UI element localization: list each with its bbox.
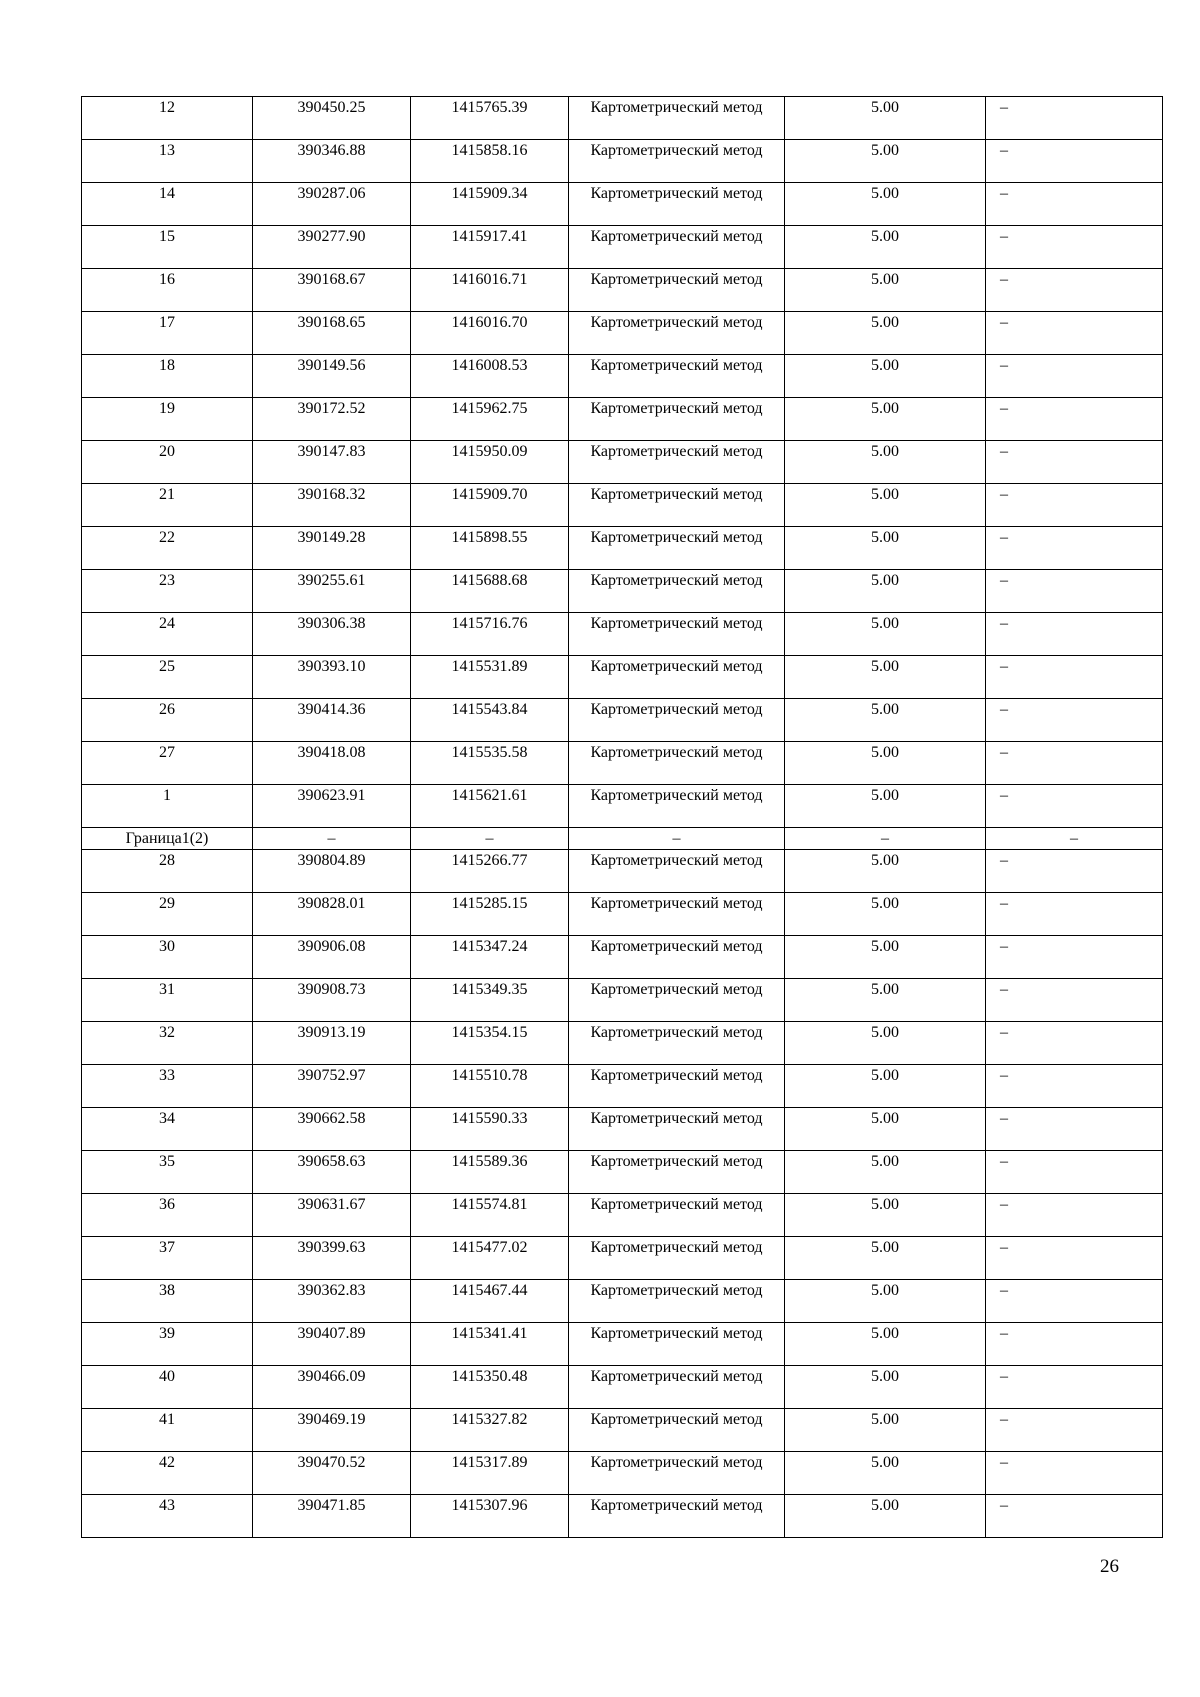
description-cell: – [986,398,1163,441]
description-cell: – [986,1065,1163,1108]
table-row [82,355,1163,398]
y-coordinate-cell: 1415917.41 [411,226,569,269]
description-cell: – [986,1452,1163,1495]
method-cell: Картометрический метод [569,398,785,441]
table-row [82,1108,1163,1151]
x-coordinate-cell: 390149.28 [253,527,411,570]
error-cell: 5.00 [785,1280,986,1323]
y-coordinate-cell: 1415765.39 [411,97,569,140]
point-number-cell: 37 [82,1237,253,1280]
point-number-cell: 42 [82,1452,253,1495]
y-coordinate-cell: 1415341.41 [411,1323,569,1366]
error-cell: 5.00 [785,979,986,1022]
point-number-cell: 20 [82,441,253,484]
y-coordinate-cell: 1415285.15 [411,893,569,936]
method-cell: Картометрический метод [569,269,785,312]
y-coordinate-cell: 1415590.33 [411,1108,569,1151]
x-coordinate-cell: 390346.88 [253,140,411,183]
y-coordinate-cell: 1415574.81 [411,1194,569,1237]
point-number-cell: 14 [82,183,253,226]
point-number-cell: 24 [82,613,253,656]
method-cell: Картометрический метод [569,742,785,785]
y-coordinate-cell: 1415317.89 [411,1452,569,1495]
description-cell: – [986,1108,1163,1151]
point-number-cell: 38 [82,1280,253,1323]
description-cell: – [986,183,1163,226]
error-cell: 5.00 [785,398,986,441]
y-coordinate-cell: 1416016.70 [411,312,569,355]
x-coordinate-cell: 390287.06 [253,183,411,226]
description-cell: – [986,656,1163,699]
x-coordinate-cell: 390277.90 [253,226,411,269]
table-row [82,1065,1163,1108]
x-coordinate-cell: 390658.63 [253,1151,411,1194]
description-cell: – [986,613,1163,656]
x-coordinate-cell: 390172.52 [253,398,411,441]
point-number-cell: 28 [82,850,253,893]
x-coordinate-cell: 390362.83 [253,1280,411,1323]
point-number-cell: Граница1(2) [82,828,253,850]
point-number-cell: 1 [82,785,253,828]
description-cell: – [986,1409,1163,1452]
method-cell: Картометрический метод [569,570,785,613]
method-cell: Картометрический метод [569,1366,785,1409]
method-cell: Картометрический метод [569,1108,785,1151]
method-cell: Картометрический метод [569,656,785,699]
method-cell: Картометрический метод [569,785,785,828]
y-coordinate-cell: 1415716.76 [411,613,569,656]
x-coordinate-cell: 390908.73 [253,979,411,1022]
table-row [82,1495,1163,1538]
description-cell: – [986,785,1163,828]
boundary-points-table [81,96,1163,1538]
description-cell: – [986,893,1163,936]
method-cell: Картометрический метод [569,699,785,742]
y-coordinate-cell: 1415266.77 [411,850,569,893]
y-coordinate-cell: 1415467.44 [411,1280,569,1323]
point-number-cell: 12 [82,97,253,140]
error-cell: 5.00 [785,140,986,183]
y-coordinate-cell: 1415477.02 [411,1237,569,1280]
table-row [82,1323,1163,1366]
x-coordinate-cell: 390306.38 [253,613,411,656]
error-cell: 5.00 [785,699,986,742]
error-cell: 5.00 [785,1151,986,1194]
table-row [82,1194,1163,1237]
point-number-cell: 41 [82,1409,253,1452]
x-coordinate-cell: 390631.67 [253,1194,411,1237]
table-row [82,1151,1163,1194]
error-cell: 5.00 [785,312,986,355]
error-cell: 5.00 [785,269,986,312]
x-coordinate-cell: 390470.52 [253,1452,411,1495]
table-row [82,398,1163,441]
description-cell: – [986,570,1163,613]
y-coordinate-cell: 1415621.61 [411,785,569,828]
description-cell: – [986,441,1163,484]
table-row [82,936,1163,979]
description-cell: – [986,269,1163,312]
error-cell: 5.00 [785,1323,986,1366]
description-cell: – [986,355,1163,398]
x-coordinate-cell: – [253,828,411,850]
x-coordinate-cell: 390149.56 [253,355,411,398]
description-cell: – [986,936,1163,979]
description-cell: – [986,140,1163,183]
y-coordinate-cell: 1415909.34 [411,183,569,226]
table-row [82,979,1163,1022]
description-cell: – [986,1366,1163,1409]
table-row [82,226,1163,269]
point-number-cell: 18 [82,355,253,398]
x-coordinate-cell: 390906.08 [253,936,411,979]
y-coordinate-cell: 1415349.35 [411,979,569,1022]
description-cell: – [986,979,1163,1022]
method-cell: Картометрический метод [569,1323,785,1366]
error-cell: 5.00 [785,183,986,226]
error-cell: 5.00 [785,1452,986,1495]
y-coordinate-cell: 1415950.09 [411,441,569,484]
description-cell: – [986,742,1163,785]
error-cell: 5.00 [785,936,986,979]
description-cell: – [986,828,1163,850]
x-coordinate-cell: 390407.89 [253,1323,411,1366]
x-coordinate-cell: 390471.85 [253,1495,411,1538]
point-number-cell: 34 [82,1108,253,1151]
point-number-cell: 27 [82,742,253,785]
y-coordinate-cell: 1415350.48 [411,1366,569,1409]
error-cell: 5.00 [785,656,986,699]
point-number-cell: 22 [82,527,253,570]
method-cell: Картометрический метод [569,1022,785,1065]
method-cell: Картометрический метод [569,1280,785,1323]
point-number-cell: 29 [82,893,253,936]
error-cell: 5.00 [785,1194,986,1237]
y-coordinate-cell: 1415589.36 [411,1151,569,1194]
x-coordinate-cell: 390752.97 [253,1065,411,1108]
point-number-cell: 35 [82,1151,253,1194]
point-number-cell: 15 [82,226,253,269]
y-coordinate-cell: 1415327.82 [411,1409,569,1452]
x-coordinate-cell: 390414.36 [253,699,411,742]
method-cell: – [569,828,785,850]
error-cell: 5.00 [785,742,986,785]
y-coordinate-cell: 1416008.53 [411,355,569,398]
y-coordinate-cell: 1415688.68 [411,570,569,613]
error-cell: 5.00 [785,850,986,893]
method-cell: Картометрический метод [569,97,785,140]
error-cell: 5.00 [785,1108,986,1151]
point-number-cell: 23 [82,570,253,613]
y-coordinate-cell: 1415535.58 [411,742,569,785]
description-cell: – [986,699,1163,742]
error-cell: 5.00 [785,1065,986,1108]
error-cell: 5.00 [785,613,986,656]
x-coordinate-cell: 390804.89 [253,850,411,893]
y-coordinate-cell: 1415354.15 [411,1022,569,1065]
x-coordinate-cell: 390450.25 [253,97,411,140]
point-number-cell: 16 [82,269,253,312]
error-cell: 5.00 [785,893,986,936]
method-cell: Картометрический метод [569,1194,785,1237]
method-cell: Картометрический метод [569,355,785,398]
point-number-cell: 32 [82,1022,253,1065]
x-coordinate-cell: 390255.61 [253,570,411,613]
y-coordinate-cell: 1415531.89 [411,656,569,699]
table-row [82,1237,1163,1280]
table-row [82,527,1163,570]
x-coordinate-cell: 390168.65 [253,312,411,355]
method-cell: Картометрический метод [569,140,785,183]
y-coordinate-cell: – [411,828,569,850]
table-row [82,1022,1163,1065]
method-cell: Картометрический метод [569,613,785,656]
description-cell: – [986,484,1163,527]
x-coordinate-cell: 390393.10 [253,656,411,699]
description-cell: – [986,527,1163,570]
point-number-cell: 39 [82,1323,253,1366]
point-number-cell: 33 [82,1065,253,1108]
x-coordinate-cell: 390469.19 [253,1409,411,1452]
method-cell: Картометрический метод [569,527,785,570]
method-cell: Картометрический метод [569,850,785,893]
point-number-cell: 25 [82,656,253,699]
table-row [82,613,1163,656]
description-cell: – [986,312,1163,355]
method-cell: Картометрический метод [569,1151,785,1194]
x-coordinate-cell: 390399.63 [253,1237,411,1280]
table-row [82,484,1163,527]
method-cell: Картометрический метод [569,893,785,936]
error-cell: 5.00 [785,97,986,140]
description-cell: – [986,1194,1163,1237]
x-coordinate-cell: 390623.91 [253,785,411,828]
table-row [82,1366,1163,1409]
y-coordinate-cell: 1415347.24 [411,936,569,979]
table-row [82,1280,1163,1323]
error-cell: – [785,828,986,850]
error-cell: 5.00 [785,1495,986,1538]
method-cell: Картометрический метод [569,226,785,269]
method-cell: Картометрический метод [569,312,785,355]
method-cell: Картометрический метод [569,979,785,1022]
point-number-cell: 43 [82,1495,253,1538]
x-coordinate-cell: 390147.83 [253,441,411,484]
description-cell: – [986,97,1163,140]
table-row [82,312,1163,355]
error-cell: 5.00 [785,1022,986,1065]
error-cell: 5.00 [785,355,986,398]
description-cell: – [986,1495,1163,1538]
point-number-cell: 21 [82,484,253,527]
y-coordinate-cell: 1415898.55 [411,527,569,570]
x-coordinate-cell: 390662.58 [253,1108,411,1151]
point-number-cell: 19 [82,398,253,441]
description-cell: – [986,1323,1163,1366]
method-cell: Картометрический метод [569,936,785,979]
error-cell: 5.00 [785,1409,986,1452]
point-number-cell: 31 [82,979,253,1022]
y-coordinate-cell: 1416016.71 [411,269,569,312]
boundary-separator-row [82,828,1163,850]
y-coordinate-cell: 1415307.96 [411,1495,569,1538]
table-row [82,140,1163,183]
description-cell: – [986,1280,1163,1323]
x-coordinate-cell: 390828.01 [253,893,411,936]
table-row [82,893,1163,936]
error-cell: 5.00 [785,785,986,828]
table-row [82,656,1163,699]
table-row [82,183,1163,226]
method-cell: Картометрический метод [569,441,785,484]
table-row [82,441,1163,484]
y-coordinate-cell: 1415510.78 [411,1065,569,1108]
y-coordinate-cell: 1415543.84 [411,699,569,742]
point-number-cell: 17 [82,312,253,355]
table-body [82,97,1163,1538]
point-number-cell: 13 [82,140,253,183]
y-coordinate-cell: 1415909.70 [411,484,569,527]
method-cell: Картометрический метод [569,1237,785,1280]
description-cell: – [986,226,1163,269]
table-row [82,570,1163,613]
error-cell: 5.00 [785,527,986,570]
method-cell: Картометрический метод [569,183,785,226]
x-coordinate-cell: 390913.19 [253,1022,411,1065]
table-row [82,785,1163,828]
table-row [82,699,1163,742]
x-coordinate-cell: 390168.67 [253,269,411,312]
table-row [82,850,1163,893]
table-row [82,1409,1163,1452]
error-cell: 5.00 [785,570,986,613]
point-number-cell: 40 [82,1366,253,1409]
y-coordinate-cell: 1415962.75 [411,398,569,441]
description-cell: – [986,1151,1163,1194]
x-coordinate-cell: 390466.09 [253,1366,411,1409]
method-cell: Картометрический метод [569,1452,785,1495]
x-coordinate-cell: 390418.08 [253,742,411,785]
table-row [82,269,1163,312]
error-cell: 5.00 [785,441,986,484]
x-coordinate-cell: 390168.32 [253,484,411,527]
method-cell: Картометрический метод [569,1409,785,1452]
table-row [82,1452,1163,1495]
page-number: 26 [1100,1556,1119,1577]
error-cell: 5.00 [785,226,986,269]
y-coordinate-cell: 1415858.16 [411,140,569,183]
error-cell: 5.00 [785,1237,986,1280]
table-row [82,742,1163,785]
table-row [82,97,1163,140]
method-cell: Картометрический метод [569,1065,785,1108]
error-cell: 5.00 [785,1366,986,1409]
method-cell: Картометрический метод [569,1495,785,1538]
description-cell: – [986,1022,1163,1065]
description-cell: – [986,1237,1163,1280]
point-number-cell: 26 [82,699,253,742]
description-cell: – [986,850,1163,893]
point-number-cell: 36 [82,1194,253,1237]
method-cell: Картометрический метод [569,484,785,527]
point-number-cell: 30 [82,936,253,979]
error-cell: 5.00 [785,484,986,527]
